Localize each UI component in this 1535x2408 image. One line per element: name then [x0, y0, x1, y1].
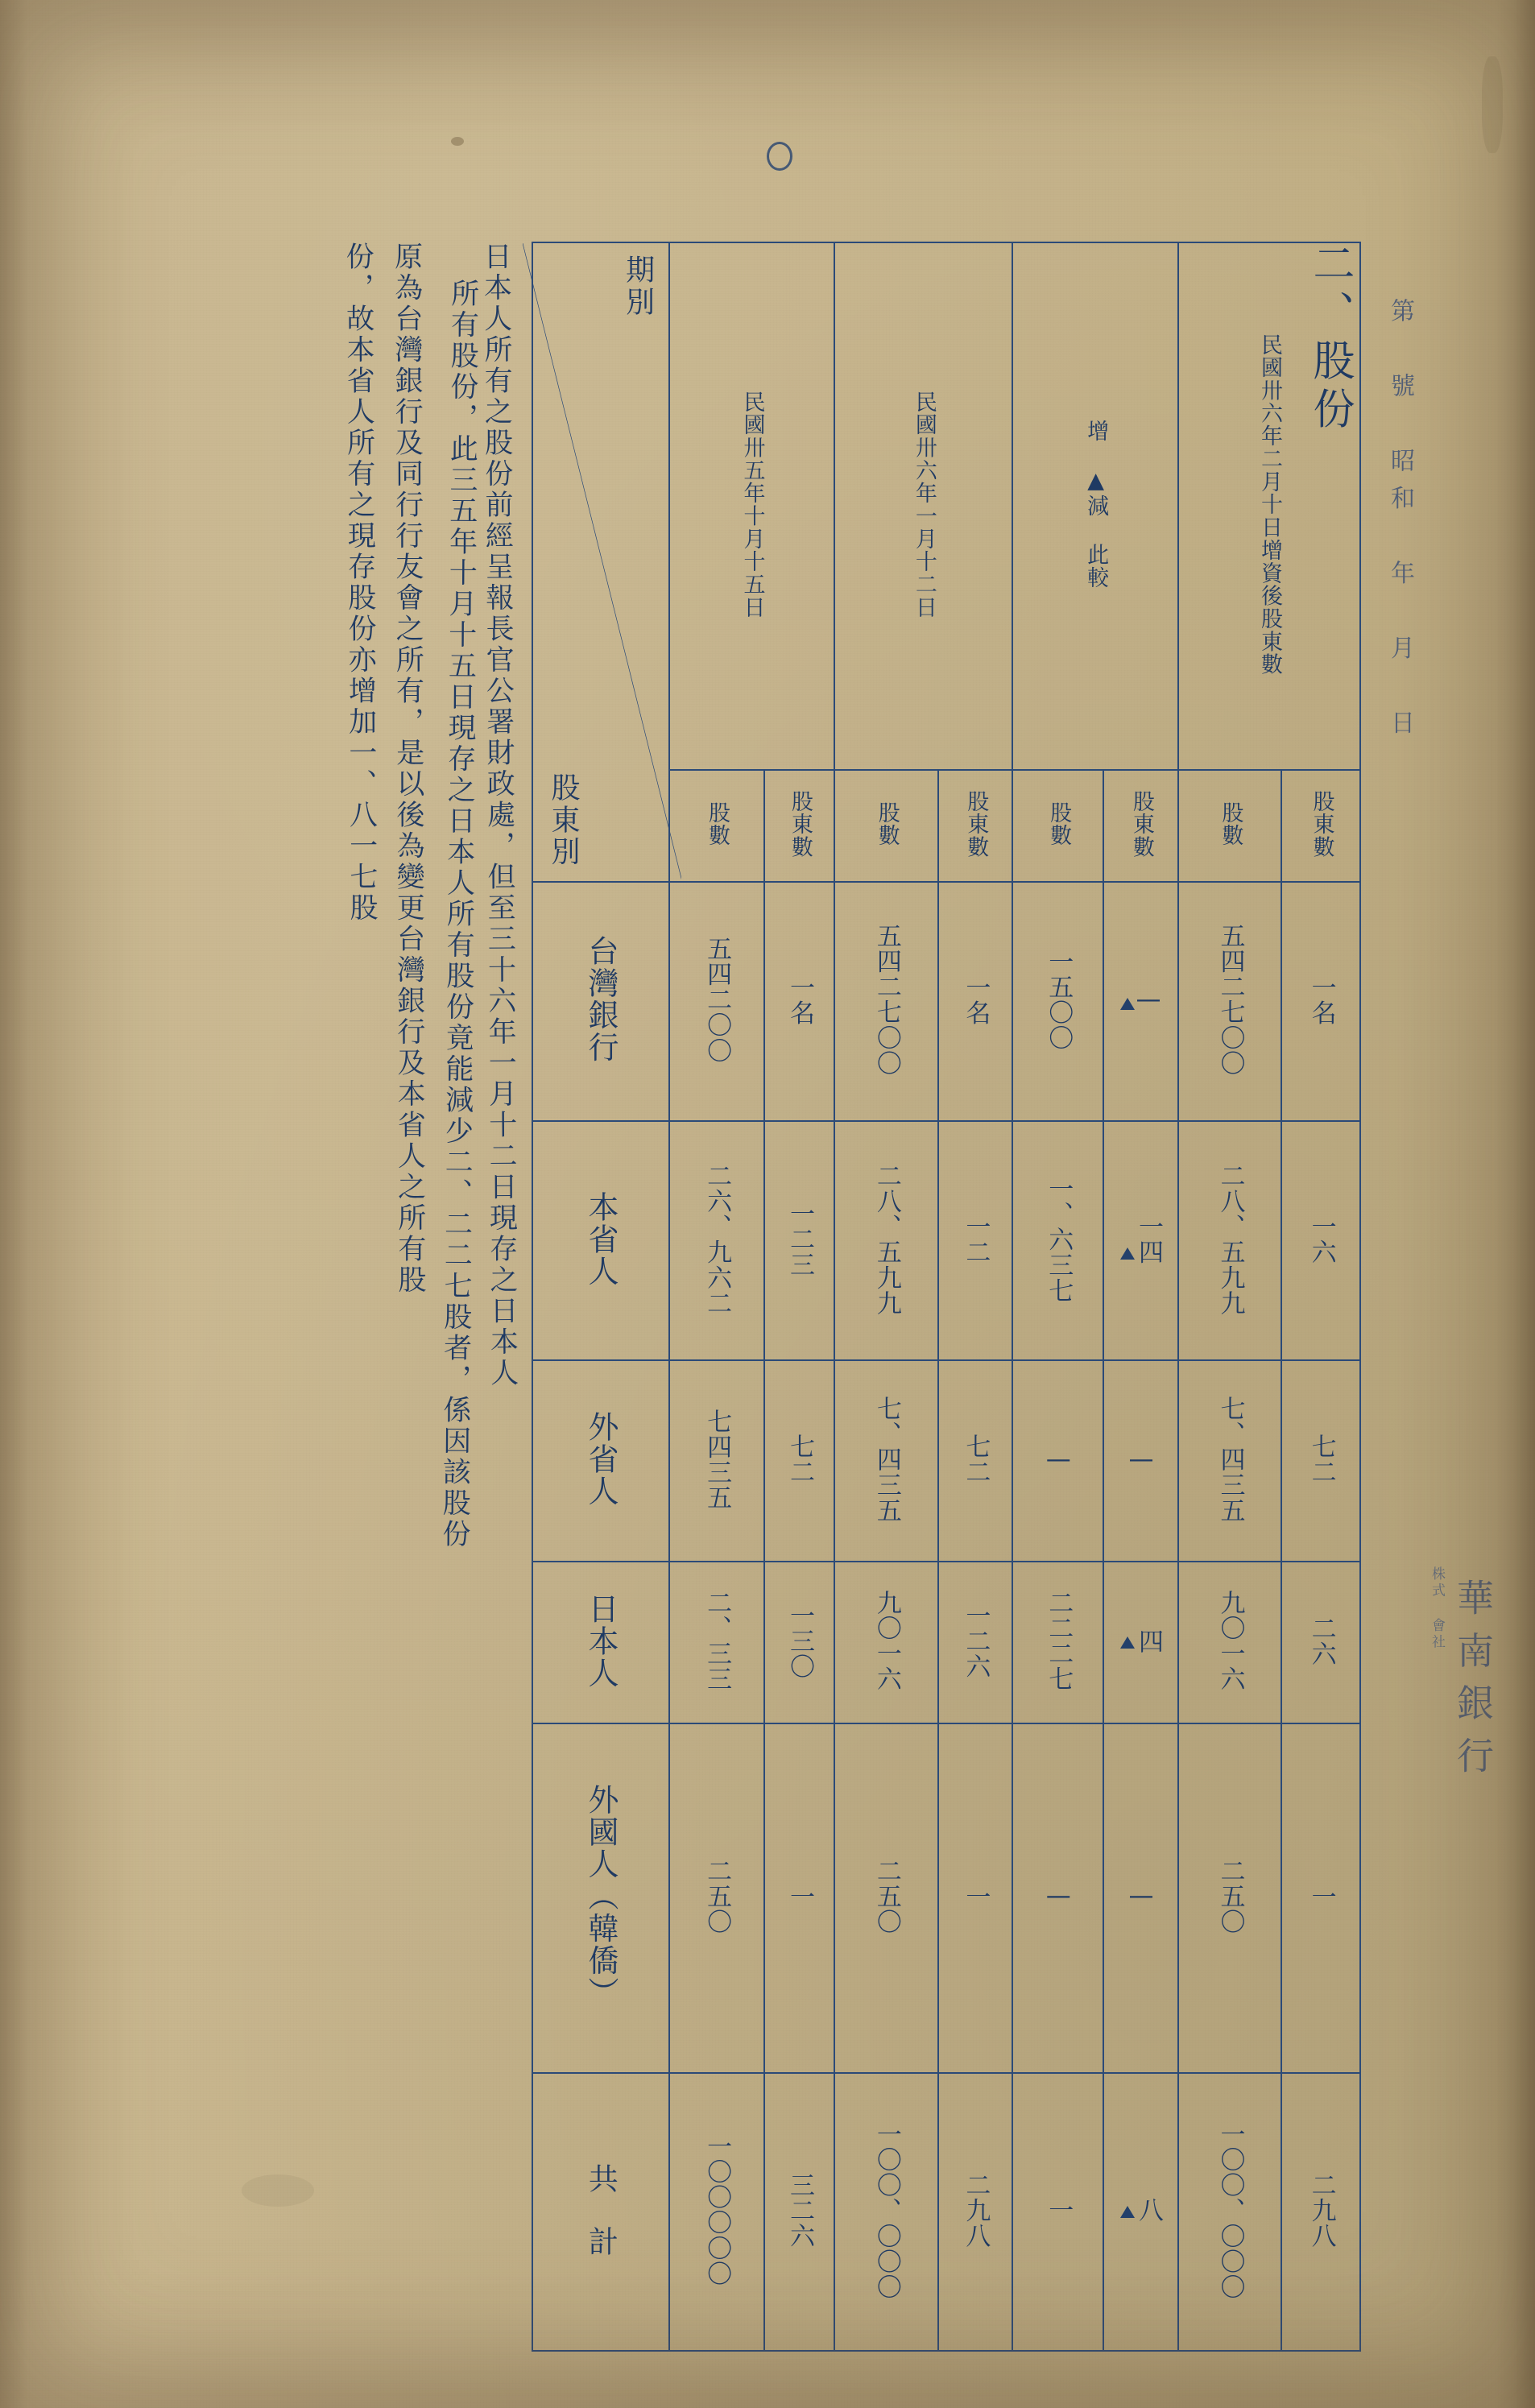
- cell-holders-p4: 一名: [1281, 882, 1360, 1121]
- total-holders-p1: 三二六: [764, 2073, 834, 2351]
- table-total-row: [532, 2073, 1360, 2351]
- cell-shares-diff: —: [1012, 1723, 1103, 2073]
- period-header-4: 民國卅六年二月十日增資後股東數: [1178, 242, 1360, 770]
- period-header-3: 增 ▲減 此較: [1012, 242, 1178, 770]
- cell-holders-p4: 一: [1281, 1723, 1360, 2073]
- cell-shares-p1: 五四二〇〇: [669, 882, 764, 1121]
- binding-shadow: [1496, 0, 1535, 2408]
- form-header-imprint: [1382, 298, 1438, 747]
- period-header-2: 民國卅六年一月十二日: [834, 242, 1012, 770]
- cell-shares-p2: 九〇一六: [834, 1562, 938, 1723]
- decrease-triangle-icon: [1120, 1247, 1135, 1260]
- shareholder-table: [532, 242, 1361, 2352]
- subheader-2-shares: 股數: [834, 770, 938, 881]
- cell-holders-p2: 一二: [938, 1121, 1013, 1360]
- cell-holders-p4: 七二: [1281, 1360, 1360, 1561]
- cell-holders-p4: 二六: [1281, 1562, 1360, 1723]
- table-header-period-row: [532, 242, 1360, 770]
- cell-shares-diff: —: [1012, 1360, 1103, 1561]
- cell-shares-p2: 五四二七〇〇: [834, 882, 938, 1121]
- cell-holders-diff: 一四: [1103, 1121, 1178, 1360]
- paper-stain: [1482, 56, 1503, 153]
- subheader-1-shares: 股數: [669, 770, 764, 881]
- row-label-local-resident: 本省人: [532, 1121, 669, 1360]
- cell-shares-diff: 二二二七: [1012, 1562, 1103, 1723]
- body-text-block: [97, 241, 519, 2352]
- row-label-foreigner: 外國人（韓僑）: [532, 1723, 669, 2073]
- cell-holders-diff: —: [1103, 882, 1178, 1121]
- period-header-1: 民國卅五年十月十五日: [669, 242, 835, 770]
- subheader-1-holders: 股東數: [764, 770, 834, 881]
- bank-name-imprint: 華南銀行: [1451, 1578, 1495, 1789]
- total-shares-diff: 一: [1012, 2073, 1103, 2351]
- cell-shares-p4: 五四二七〇〇: [1178, 882, 1282, 1121]
- cell-holders-p2: 一: [938, 1723, 1013, 2073]
- subheader-2-holders: 股東數: [938, 770, 1013, 881]
- corner-label-shareholder: 股東別: [547, 772, 580, 868]
- cell-holders-p2: 一名: [938, 882, 1013, 1121]
- cell-shares-p2: 二五〇: [834, 1723, 938, 2073]
- left-edge-shadow: [0, 0, 27, 2408]
- form-header-text: 第 號 昭和 年 月 日: [1386, 298, 1414, 747]
- cell-holders-p1: 一三〇: [764, 1562, 834, 1723]
- total-shares-p1: 一〇〇〇〇〇: [669, 2073, 764, 2351]
- cell-shares-p1: 二五〇: [669, 1723, 764, 2073]
- cell-shares-p1: 二、三三: [669, 1562, 764, 1723]
- total-holders-p2: 二九八: [938, 2073, 1013, 2351]
- total-holders-diff: 八: [1103, 2073, 1178, 2351]
- cell-holders-p2: 一二六: [938, 1562, 1013, 1723]
- body-paragraph-1: 日本人所有之股份前經呈報長官公署財政處，但至三十六年一月十二日現存之日本人: [479, 241, 519, 1389]
- paper-stain: [451, 137, 464, 146]
- cell-shares-p4: 七、四三五: [1178, 1360, 1282, 1561]
- table-row: [532, 1562, 1360, 1723]
- cell-shares-p4: 九〇一六: [1178, 1562, 1282, 1723]
- table-corner-cell: [532, 242, 669, 882]
- punch-ring-mark: [767, 142, 792, 171]
- total-shares-p2: 一〇〇、〇〇〇: [834, 2073, 938, 2351]
- cell-shares-p4: 二五〇: [1178, 1723, 1282, 2073]
- cell-holders-p1: 一: [764, 1723, 834, 2073]
- body-paragraph-4: 份，故本省人所有之現存股份亦增加一、八一七股: [341, 241, 379, 925]
- cell-holders-diff: 四: [1103, 1562, 1178, 1723]
- subheader-4-holders: 股東數: [1281, 770, 1360, 881]
- decrease-triangle-icon: [1120, 998, 1135, 1010]
- cell-holders-p4: 一六: [1281, 1121, 1360, 1360]
- table-row: [532, 882, 1360, 1121]
- body-paragraph-3: 原為台灣銀行及同行行友會之所有，是以後為變更台灣銀行及本省人之所有股: [390, 241, 427, 1297]
- cell-shares-diff: 一、六三七: [1012, 1121, 1103, 1360]
- cell-holders-p1: 一名: [764, 882, 834, 1121]
- total-holders-p4: 二九八: [1281, 2073, 1360, 2351]
- subheader-3-holders: 股東數: [1103, 770, 1178, 881]
- table-row: [532, 1360, 1360, 1561]
- cell-shares-p4: 二八、五九九: [1178, 1121, 1282, 1360]
- cell-shares-p2: 二八、五九九: [834, 1121, 938, 1360]
- cell-holders-diff: —: [1103, 1723, 1178, 2073]
- page-title: 二、股份: [1305, 242, 1354, 437]
- cell-holders-diff: —: [1103, 1360, 1178, 1561]
- row-label-taiwan-bank: 台灣銀行: [532, 882, 669, 1121]
- decrease-triangle-icon: [1120, 2206, 1135, 2218]
- total-shares-p4: 一〇〇、〇〇〇: [1178, 2073, 1282, 2351]
- row-label-other-province: 外省人: [532, 1360, 669, 1561]
- cell-shares-diff: 一五〇〇: [1012, 882, 1103, 1121]
- table-row: [532, 1723, 1360, 2073]
- row-label-japanese: 日本人: [532, 1562, 669, 1723]
- table-row: [532, 1121, 1360, 1360]
- decrease-triangle-icon: [1120, 1636, 1135, 1649]
- row-label-total: 共 計: [532, 2073, 669, 2351]
- subheader-4-shares: 股數: [1178, 770, 1282, 881]
- cell-shares-p1: 二六、九六二: [669, 1121, 764, 1360]
- cell-holders-p1: 一二三: [764, 1121, 834, 1360]
- corner-label-period: 期別: [621, 254, 655, 319]
- cell-holders-p1: 七二: [764, 1360, 834, 1561]
- bank-company-type-imprint: 株式 會社: [1429, 1566, 1445, 1651]
- cell-shares-p2: 七、四三五: [834, 1360, 938, 1561]
- subheader-3-shares: 股數: [1012, 770, 1103, 881]
- cell-shares-p1: 七四三五: [669, 1360, 764, 1561]
- body-paragraph-2: 所有股份，此三五年十月十五日現存之日本人所有股份竟能減少二、二二七股者，係因該股份: [437, 278, 479, 1550]
- cell-holders-p2: 七二: [938, 1360, 1013, 1561]
